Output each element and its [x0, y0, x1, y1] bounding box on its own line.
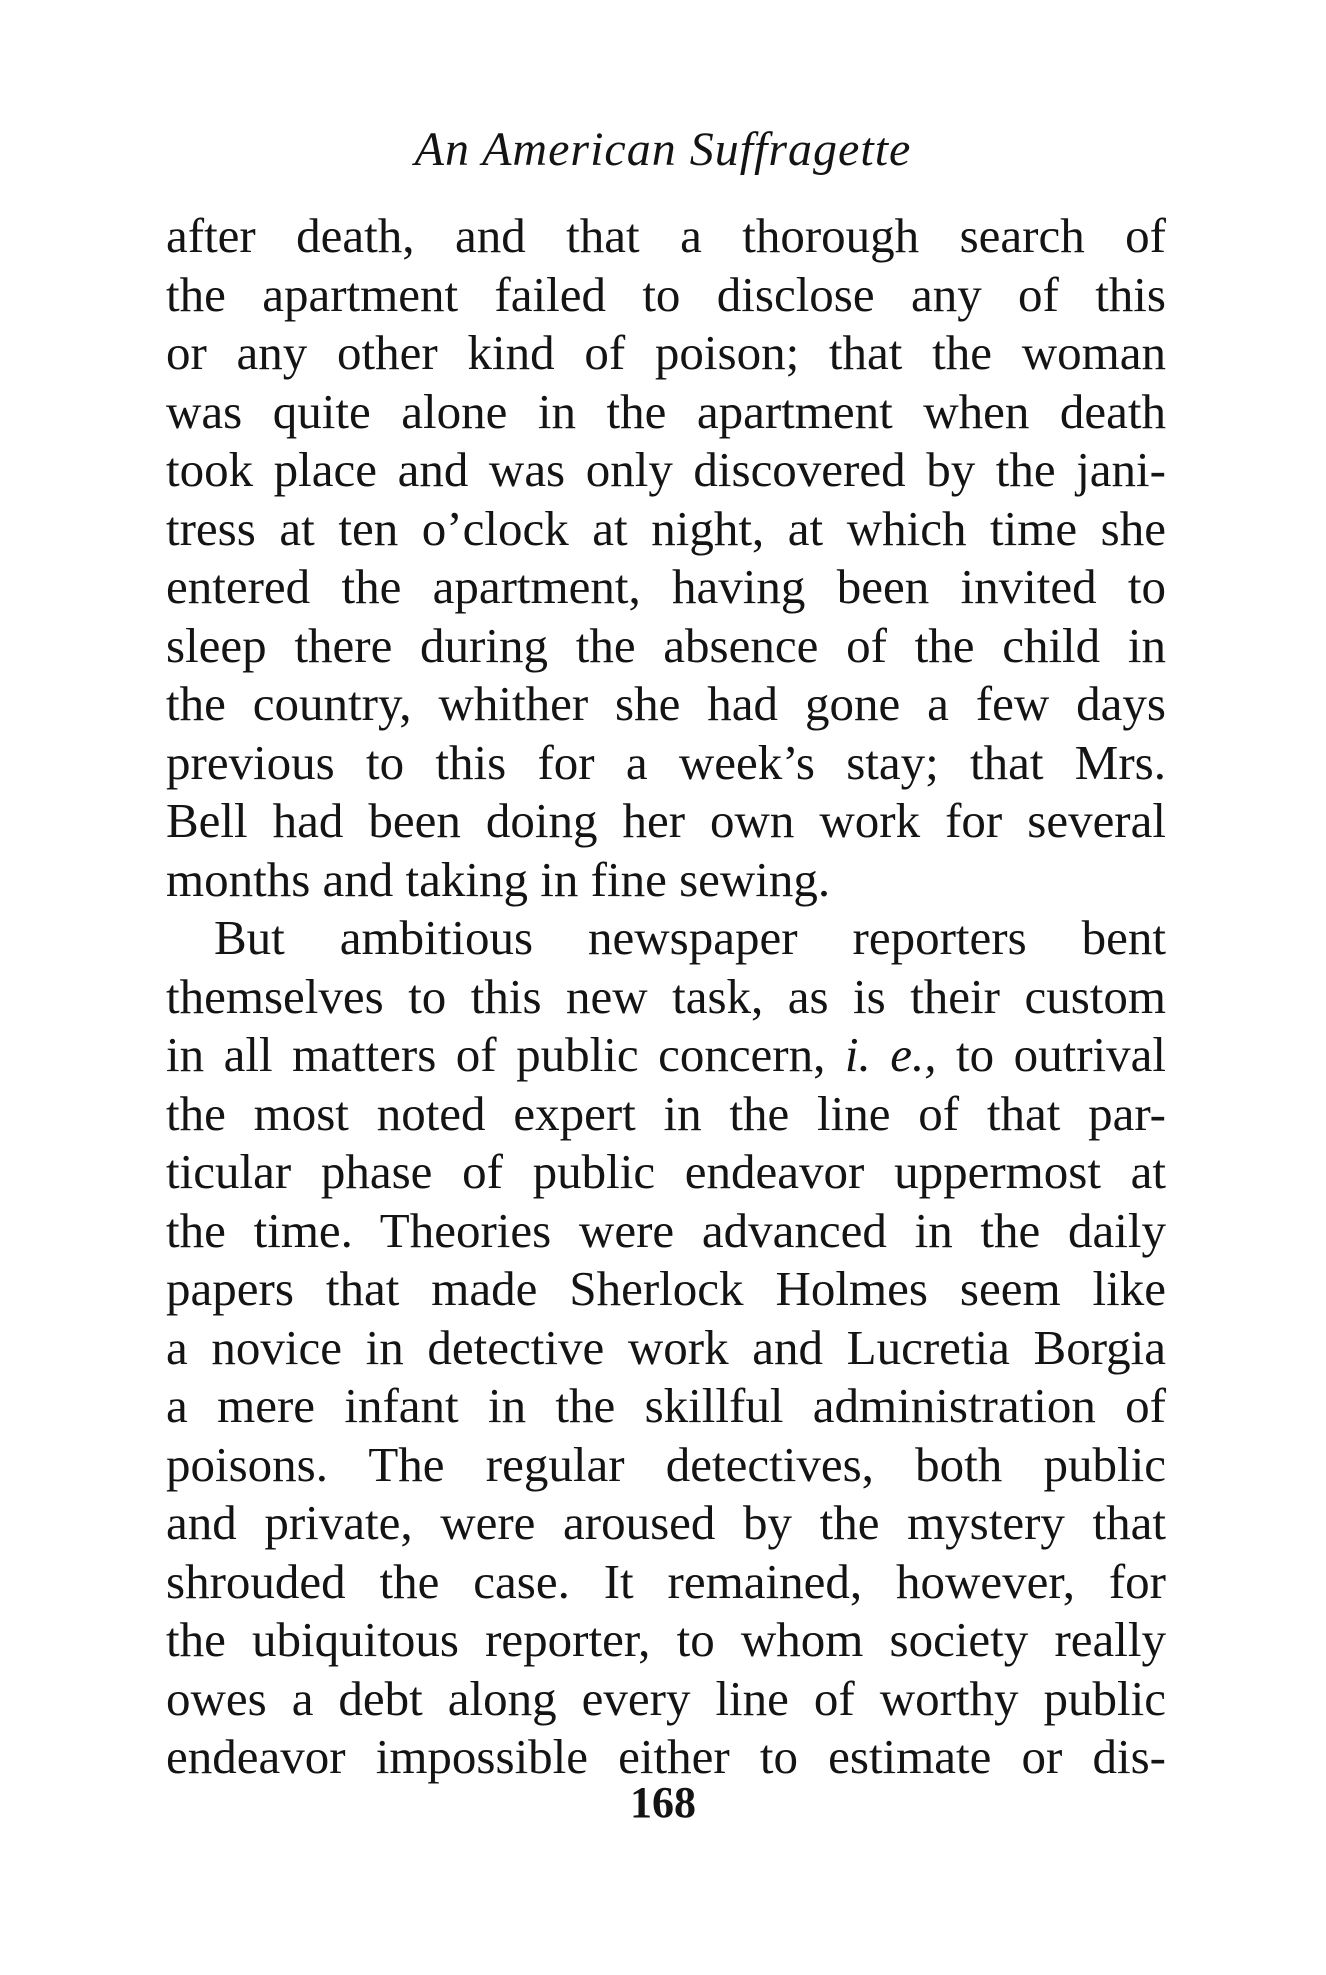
text-line: the time. Theories were advanced in the daily — [166, 1202, 1166, 1258]
text-line: tress at ten o’clock at night, at which time she — [166, 500, 1166, 556]
text-line: themselves to this new task, as is their custom — [166, 968, 1166, 1024]
text-line: Bell had been doing her own work for several — [166, 793, 1166, 848]
text-line: the most noted expert in the line of that par- — [166, 1085, 1166, 1141]
text-line: and private, were aroused by the mystery that — [166, 1495, 1166, 1550]
text-line: the apartment failed to disclose any of this — [166, 266, 1166, 322]
text-line: poisons. The regular detectives, both public — [166, 1436, 1166, 1492]
text-line: in all matters of public concern, i. e., to outrival — [166, 1027, 1166, 1082]
text-line: ticular phase of public endeavor uppermost at — [166, 1144, 1166, 1199]
running-head: An American Suffragette — [414, 123, 912, 176]
text-line: owes a debt along every line of worthy public — [166, 1670, 1166, 1726]
text-line: the country, whither she had gone a few days — [166, 676, 1166, 731]
text-line: endeavor impossible either to estimate or dis- — [166, 1729, 1166, 1784]
text-line: took place and was only discovered by the jani- — [166, 442, 1166, 497]
text-line: the ubiquitous reporter, to whom society really — [166, 1612, 1166, 1667]
text-line: a novice in detective work and Lucretia Borgia — [166, 1319, 1166, 1375]
text-line: shrouded the case. It remained, however, for — [166, 1553, 1166, 1609]
text-line: previous to this for a week’s stay; that Mrs. — [166, 734, 1166, 790]
text-line: was quite alone in the apartment when death — [166, 383, 1166, 439]
text-line: after death, and that a thorough search of — [166, 208, 1166, 263]
text-line: papers that made Sherlock Holmes seem like — [166, 1261, 1166, 1316]
page-number: 168 — [630, 1778, 696, 1827]
paragraph-start-line: But ambitious newspaper reporters bent — [214, 910, 1166, 965]
text-line: sleep there during the absence of the child in — [166, 617, 1166, 673]
text-line: entered the apartment, having been invited to — [166, 559, 1166, 614]
paragraph-end-line: months and taking in fine sewing. — [166, 851, 831, 907]
body-text — [166, 207, 1166, 1787]
text-line: a mere infant in the skillful administration of — [166, 1378, 1166, 1433]
text-line: or any other kind of poison; that the woman — [166, 325, 1166, 380]
